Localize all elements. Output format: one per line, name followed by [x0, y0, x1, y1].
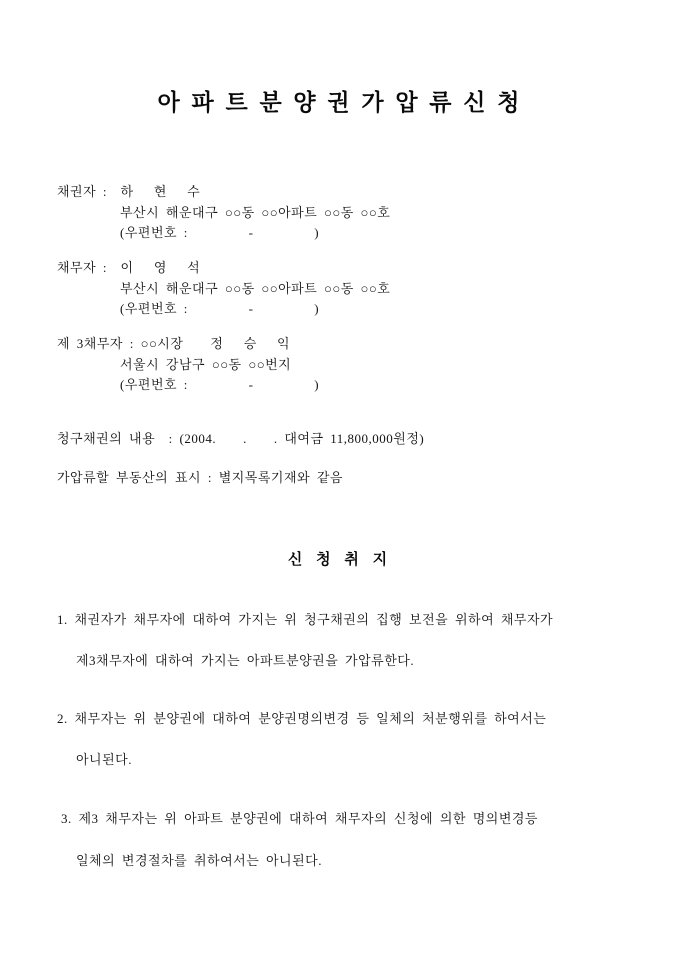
creditor-postal-code: (우편번호 : - ) [120, 225, 320, 240]
purpose-item-2-line-1: 2. 채무자는 위 분양권에 대하여 분양권명의변경 등 일체의 처분행위를 하여서는 [57, 711, 547, 726]
debtor-name-line: 채무자 : 이 영 석 [57, 260, 201, 275]
third-party-debtor-postal-code: (우편번호 : - ) [120, 377, 320, 392]
creditor-name-line: 채권자 : 하 현 수 [57, 184, 201, 199]
creditor-address: 부산시 해운대구 ○○동 ○○아파트 ○○동 ○○호 [120, 205, 391, 220]
debtor-postal-code: (우편번호 : - ) [120, 301, 320, 316]
attachment-property-line: 가압류할 부동산의 표시 : 별지목록기재와 같음 [57, 470, 343, 485]
debtor-address: 부산시 해운대구 ○○동 ○○아파트 ○○동 ○○호 [120, 281, 391, 296]
purpose-item-2-line-2: 아니된다. [76, 752, 132, 767]
third-party-debtor-address: 서울시 강남구 ○○동 ○○번지 [120, 357, 292, 372]
purpose-section-heading: 신 청 취 지 [287, 552, 393, 568]
document-title: 아 파 트 분 양 권 가 압 류 신 청 [157, 90, 523, 115]
claim-content-line: 청구채권의 내용 : (2004. . . 대여금 11,800,000원정) [57, 431, 425, 446]
purpose-item-3-line-1: 3. 제3 채무자는 위 아파트 분양권에 대하여 채무자의 신청에 의한 명의변경등 [61, 811, 538, 826]
purpose-item-1-line-2: 제3채무자에 대하여 가지는 아파트분양권을 가압류한다. [76, 653, 415, 668]
third-party-debtor-name-line: 제 3채무자 : ○○시장 정 승 익 [57, 336, 291, 351]
purpose-item-3-line-2: 일체의 변경절차를 취하여서는 아니된다. [76, 853, 322, 868]
purpose-item-1-line-1: 1. 채권자가 채무자에 대하여 가지는 위 청구채권의 집행 보전을 위하여 채무자가 [57, 612, 554, 627]
